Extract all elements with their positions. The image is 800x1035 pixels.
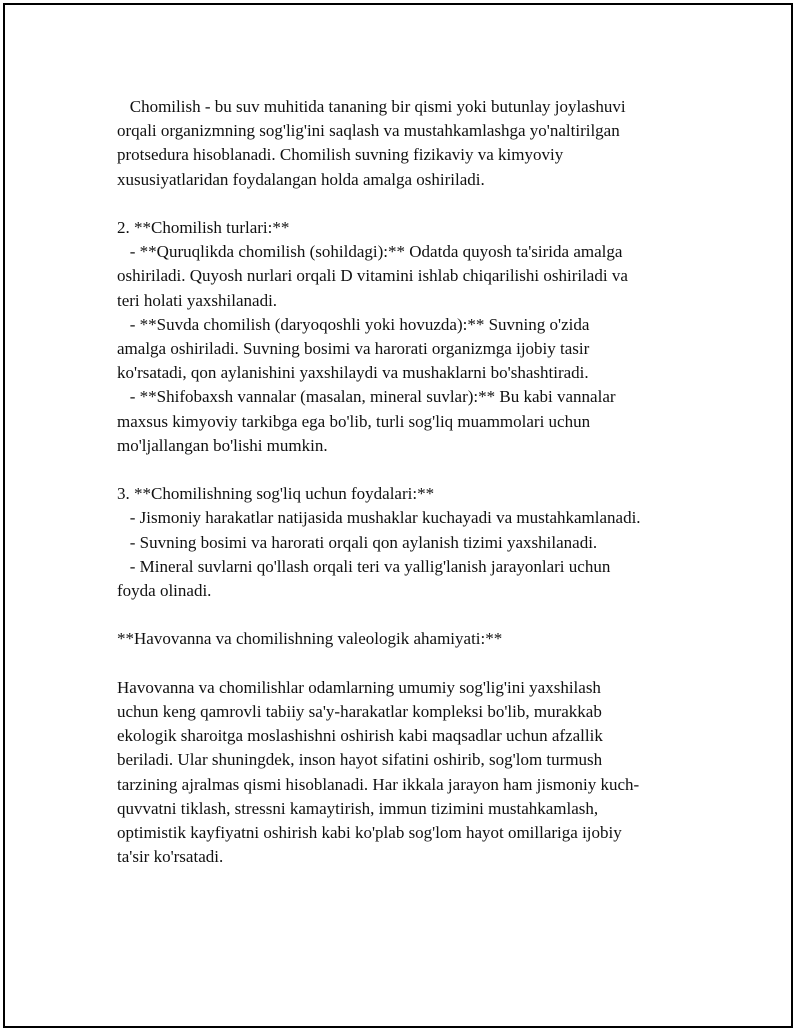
text-line: ta'sir ko'rsatadi. <box>117 847 224 867</box>
text-line: optimistik kayfiyatni oshirish kabi ko'plab sog'lom hayot omillariga ijobiy <box>117 823 622 843</box>
blank-line <box>117 192 702 216</box>
blank-line <box>117 652 702 676</box>
list-item: - **Shifobaxsh vannalar (masalan, mineral suvlar):** Bu kabi vannalar <box>117 387 616 407</box>
text-line: protsedura hisoblanadi. Chomilish suvning fizikaviy va kimyoviy <box>117 145 564 165</box>
intro-paragraph <box>117 95 702 192</box>
text-line: quvvatni tiklash, stressni kamaytirish, immun tizimini mustahkamlash, <box>117 798 599 818</box>
text-line: ko'rsatadi, qon aylanishini yaxshilaydi va mushaklarni bo'shashtiradi. <box>117 363 589 383</box>
list-item: - Jismoniy harakatlar natijasida mushaklar kuchayadi va mustahkamlanadi. <box>117 508 641 528</box>
section-heading: **Havovanna va chomilishning valeologik ahamiyati:** <box>117 629 503 649</box>
list-item: - Suvning bosimi va harorati orqali qon aylanish tizimi yaxshilanadi. <box>117 532 598 552</box>
text-line: orqali organizmning sog'lig'ini saqlash va mustahkamlashga yo'naltirilgan <box>117 121 620 141</box>
text-line: oshiriladi. Quyosh nurlari orqali D vitamini ishlab chiqarilishi oshiriladi va <box>117 266 628 286</box>
text-line: teri holati yaxshilanadi. <box>117 290 278 310</box>
list-item: - Mineral suvlarni qo'llash orqali teri va yallig'lanish jarayonlari uchun <box>117 556 611 576</box>
text-line: beriladi. Ular shuningdek, inson hayot sifatini oshirib, sog'lom turmush <box>117 750 603 770</box>
blank-line <box>117 458 702 482</box>
section-foydalari <box>117 482 702 603</box>
section-heading: 3. **Chomilishning sog'liq uchun foydalari:** <box>117 484 435 504</box>
list-item: - **Quruqlikda chomilish (sohildagi):** Odatda quyosh ta'sirida amalga <box>117 242 623 262</box>
text-line: mo'ljallangan bo'lishi mumkin. <box>117 435 328 455</box>
blank-line <box>117 603 702 627</box>
text-line: tarzining ajralmas qismi hisoblanadi. Har ikkala jarayon ham jismoniy kuch- <box>117 774 640 794</box>
conclusion-paragraph <box>117 676 702 870</box>
text-line: amalga oshiriladi. Suvning bosimi va harorati organizmga ijobiy tasir <box>117 339 590 359</box>
text-line: xususiyatlaridan foydalangan holda amalga oshiriladi. <box>117 169 485 189</box>
text-line: ekologik sharoitga moslashishni oshirish kabi maqsadlar uchun afzallik <box>117 726 603 746</box>
section-chomilish-turlari <box>117 216 702 458</box>
text-line: uchun keng qamrovli tabiiy sa'y-harakatlar kompleksi bo'lib, murakkab <box>117 702 602 722</box>
text-line: maxsus kimyoviy tarkibga ega bo'lib, turli sog'liq muammolari uchun <box>117 411 591 431</box>
text-line: Chomilish - bu suv muhitida tananing bir qismi yoki butunlay joylashuvi <box>117 97 626 116</box>
list-item: - **Suvda chomilish (daryoqoshli yoki hovuzda):** Suvning o'zida <box>117 314 590 334</box>
text-line: foyda olinadi. <box>117 581 212 601</box>
text-line: Havovanna va chomilishlar odamlarning umumiy sog'lig'ini yaxshilash <box>117 677 601 697</box>
document-body <box>117 95 702 869</box>
section-heading: 2. **Chomilish turlari:** <box>117 218 290 237</box>
